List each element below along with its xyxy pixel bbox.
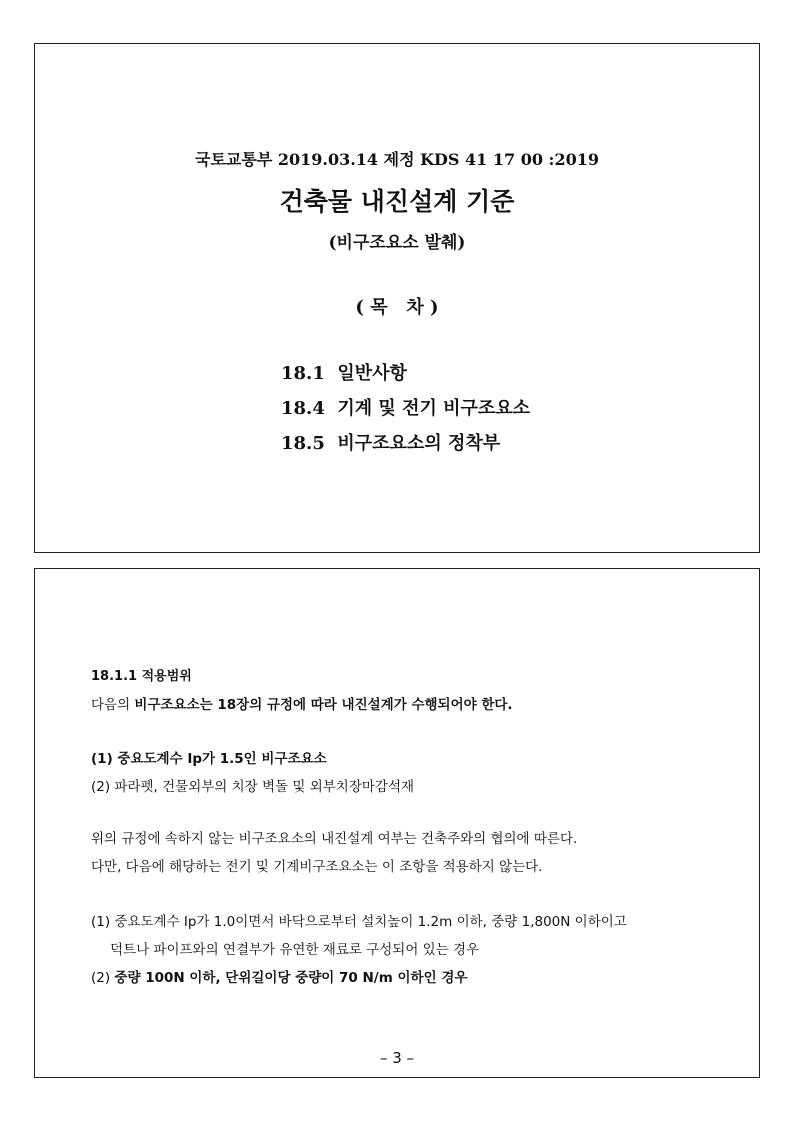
list-item: (1) 중요도계수 Ip가 1.5인 비구조요소 — [91, 751, 327, 767]
toc-item — [281, 429, 500, 455]
toc-item-number: 18.4 — [281, 398, 325, 419]
list-item — [91, 966, 467, 986]
toc-item-label: 기계 및 전기 비구조요소 — [337, 398, 531, 419]
toc-item — [281, 359, 407, 385]
toc-item-label: 일반사항 — [337, 363, 407, 384]
document-title: 건축물 내진설계 기준 — [279, 187, 515, 216]
document-header: 국토교통부 2019.03.14 제정 KDS 41 17 00 :2019 — [195, 150, 599, 169]
toc-item-number: 18.1 — [281, 363, 325, 384]
document-subtitle: (비구조요소 발췌) — [328, 233, 466, 253]
paragraph: 위의 규정에 속하지 않는 비구조요소의 내진설계 여부는 건축주와의 협의에 따른다. — [91, 831, 578, 847]
intro-bold: 비구조요소는 18장의 규정에 따라 내진설계가 수행되어야 한다. — [134, 697, 513, 713]
toc-item-label: 비구조요소의 정착부 — [337, 433, 501, 454]
list-item-bold: 중량 100N 이하, 단위길이당 중량이 70 N/m 이하인 경우 — [114, 970, 468, 986]
list-item: (1) 중요도계수 Ip가 1.0이면서 바닥으로부터 설치높이 1.2m 이하, 중량 1,800N 이하이고 — [91, 914, 627, 930]
section-heading: 18.1.1 적용범위 — [91, 669, 192, 684]
intro-prefix: 다음의 — [91, 697, 135, 713]
page-number: – 3 – — [379, 1049, 415, 1067]
list-item-prefix: (2) — [91, 970, 115, 986]
toc-item — [281, 394, 530, 420]
cover-frame — [34, 43, 760, 553]
list-item: (2) 파라펫, 건물외부의 치장 벽돌 및 외부치장마감석재 — [91, 779, 415, 795]
toc-heading: ( 목 차 ) — [355, 297, 439, 318]
toc-item-number: 18.5 — [281, 433, 325, 454]
content-page-frame — [34, 568, 760, 1078]
list-item-continuation: 덕트나 파이프와의 연결부가 유연한 재료로 구성되어 있는 경우 — [110, 942, 480, 958]
paragraph: 다만, 다음에 해당하는 전기 및 기계비구조요소는 이 조항을 적용하지 않는다. — [91, 859, 543, 875]
intro-line — [91, 693, 513, 713]
